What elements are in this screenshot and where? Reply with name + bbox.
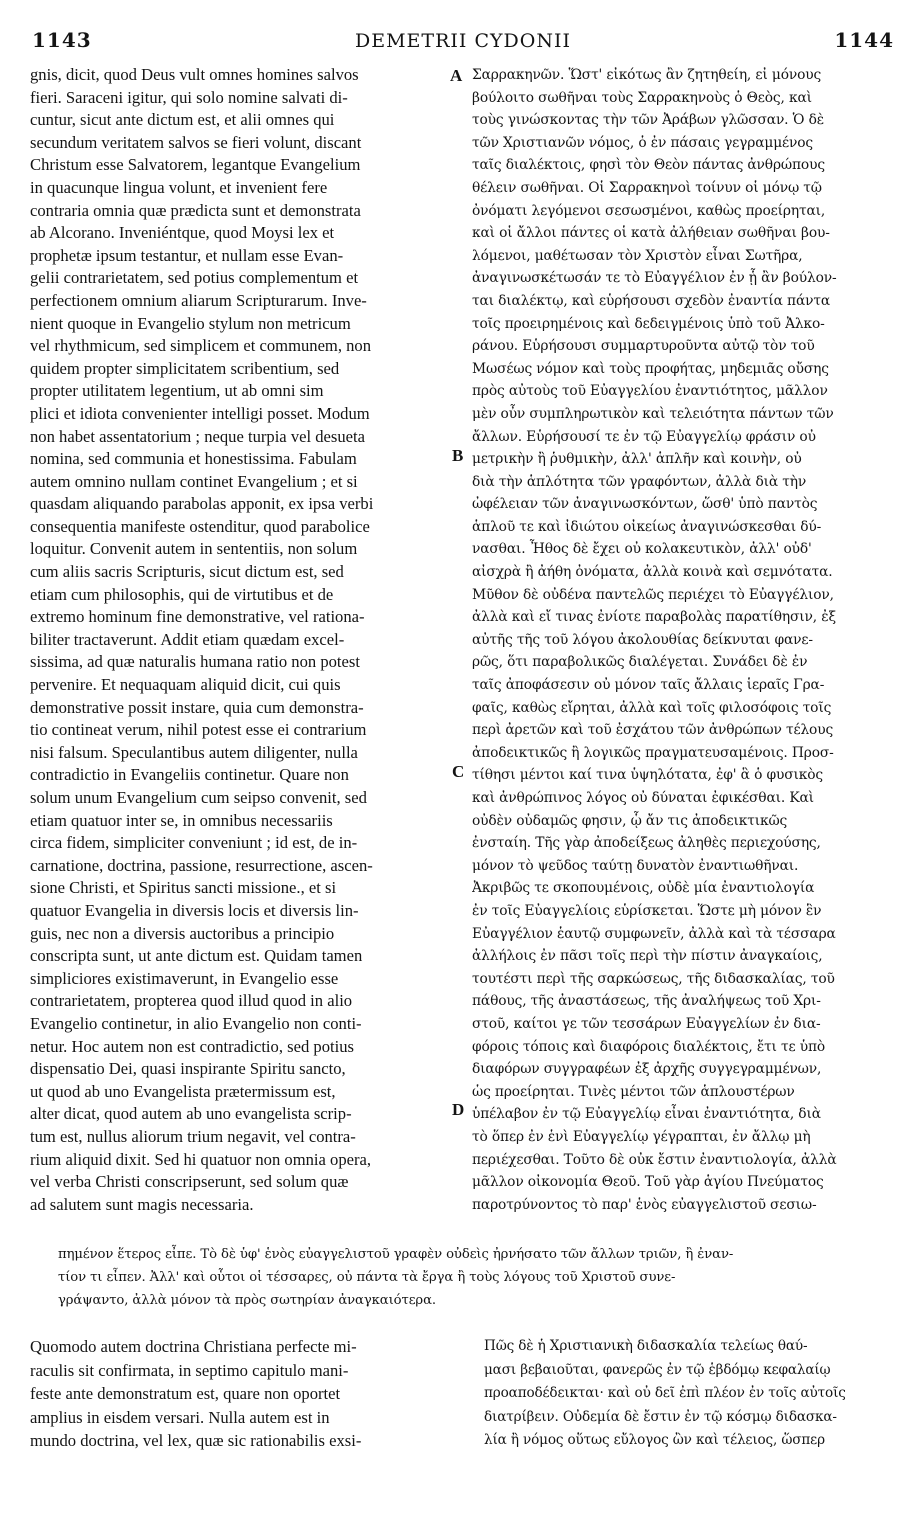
greek-column <box>472 64 892 1216</box>
greek-line: Ἀκριβῶς τε σκοπουμένοις, οὐδὲ μία ἐναντιολογία <box>472 880 815 897</box>
latin-line: conscripta sunt, ut ante dictum est. Quidam tamen <box>30 946 363 966</box>
greek-line: λόμενοι, μαθέτωσαν τὸν Χριστὸν εἶναι Σωτῆρα, <box>472 247 803 264</box>
latin-line: quidem propter simplicitatem scribentium, sed <box>30 358 340 378</box>
greek-line: ὀνόματι λεγόμενοι σεσωσμένοι, καθὼς προείρηται, <box>472 202 826 219</box>
greek-line: ἀποδεικτικῶς ἢ λογικῶς πραγματευσαμένοις. Προσ- <box>472 744 834 761</box>
latin-line: etiam cum philosophis, qui de virtutibus et de <box>30 584 334 604</box>
latin-next-section <box>30 1335 460 1453</box>
latin-line: tum est, nullus aliorum trium negavit, vel contra- <box>30 1126 356 1146</box>
greek-line: τοῖς προειρημένοις καὶ δεδειγμένοις ὑπὸ τοῦ Ἀλκο- <box>472 315 825 332</box>
greek-line: αὐτῆς τῆς τοῦ λόγου ἀκολουθίας δείκνυται φανε- <box>472 631 813 648</box>
greek-line: ταῖς διαλέκτοις, φησὶ τὸν Θεὸν πάντας ἀνθρώπους <box>472 157 825 174</box>
greek-line: ὡς προείρηται. Τινὲς μέντοι τῶν ἁπλουστέρων <box>472 1083 795 1100</box>
greek-line: μᾶλλον οἰκονομία Θεοῦ. Τοῦ γὰρ ἁγίου Πνεύματος <box>472 1174 824 1191</box>
latin-line: ad salutem sunt magis necessaria. <box>30 1194 254 1214</box>
greek-line: φαῖς, καθὼς εἴρηται, ἀλλὰ καὶ τοῖς φιλοσόφοις τοῖς <box>472 699 832 716</box>
latin-line: sione Christi, et Spiritus sancti missione., et si <box>30 878 337 898</box>
latin-line: contradictio in Evangeliis continetur. Quare non <box>30 765 349 785</box>
latin-line: plici et idiota convenienter intelligi posset. Modum <box>30 403 370 423</box>
latin-line: dispensatio Dei, quasi inspirante Spiritu sancto, <box>30 1059 346 1079</box>
latin-line: quatuor Evangelia in diversis locis et diversis lin- <box>30 900 359 920</box>
greek-line: καὶ ἀνθρώπινος λόγος οὐ δύναται ἐφικέσθαι. Καὶ <box>472 790 814 806</box>
running-title: DEMETRII CYDONII <box>355 30 571 52</box>
latin-line: Evangelio continetur, in alio Evangelio non conti- <box>30 1013 362 1033</box>
latin-line: cuntur, sicut ante dictum est, et alii omnes qui <box>30 110 335 130</box>
latin-line: demonstrative possit instare, quia cum demonstra- <box>30 697 364 717</box>
greek-line: τὸ ὅπερ ἐν ἑνὶ Εὐαγγελίῳ γέγραπται, ἐν ἄλλῳ μὴ <box>472 1128 811 1145</box>
greek-line: ταῖς ἀποφάσεσιν οὐ μόνον ταῖς ἄλλαις ἱεραῖς Γρα- <box>472 677 825 694</box>
latin-line: propter utilitatem legentium, ut ab omni sim <box>30 381 324 401</box>
greek-line: ἐν τοῖς Εὐαγγελίοις εὑρίσκεται. Ὥστε μὴ μόνον ἓν <box>472 902 822 919</box>
greek-line: πρὸς αὐτοὺς τοῦ Εὐαγγελίου ἐναντιότητος, μᾶλλον <box>472 383 828 400</box>
greek-line: λία ἢ νόμος οὕτως εὔλογος ὢν καὶ τέλειος, ὥσπερ <box>484 1432 825 1448</box>
greek-line: Μωσέως νόμον καὶ τοὺς προφήτας, μηδεμιᾶς οὔσης <box>472 360 829 377</box>
greek-line: ἀλλὰ καὶ εἴ τινας ἐνίοτε παραβολὰς παρατίθησιν, ἐξ <box>472 609 836 626</box>
greek-line: ράνου. Εὑρήσουσι συμμαρτυροῦντα αὐτῷ τὸν τοῦ <box>472 338 815 355</box>
greek-line: Πῶς δὲ ἡ Χριστιανικὴ διδασκαλία τελείως θαύ- <box>484 1338 808 1354</box>
greek-line: Εὐαγγέλιον ἑαυτῷ συμφωνεῖν, ἀλλὰ καὶ τὰ τέσσαρα <box>472 925 836 942</box>
latin-line: gelii contrarietatem, sed potius complementum et <box>30 268 359 288</box>
greek-line: Μῦθον δὲ οὐδένα παντελῶς περιέχει τὸ Εὐαγγέλιον, <box>472 586 834 603</box>
greek-line: θέλειν σωθῆναι. Οἱ Σαρρακηνοὶ τοίνυν οἱ μόνῳ τῷ <box>472 179 822 196</box>
latin-line: autem omnino nullam continet Evangelium ; et si <box>30 471 358 491</box>
greek-line: Σαρρακηνῶν. Ὥστ' εἰκότως ἂν ζητηθείη, εἰ μόνους <box>472 67 822 83</box>
latin-column <box>30 64 450 1216</box>
latin-line: mundo doctrina, vel lex, quæ sic rationabilis exsi- <box>30 1431 362 1450</box>
greek-line: ὠφέλειαν τῶν ἀναγινωσκόντων, ὥσθ' ὑπὸ παντὸς <box>472 496 818 513</box>
latin-line: guis, nec non a diversis auctoribus a principio <box>30 923 335 943</box>
latin-line: etiam quatuor inter se, in omnibus necessariis <box>30 810 333 830</box>
span-line: γράψαντο, ἀλλὰ μόνον τὰ πρὸς σωτηρίαν ἀναγκαιότερα. <box>58 1293 436 1308</box>
greek-line: περὶ ἀρετῶν καὶ τοῦ ἐσχάτου τῶν ἀνθρώπων τέλους <box>472 722 834 739</box>
latin-line: tio contineat verum, nihil potest esse ei contrarium <box>30 720 367 740</box>
greek-line: ὑπέλαβον ἐν τῷ Εὐαγγελίῳ εἶναι ἐναντιότητα, διὰ <box>472 1106 821 1123</box>
latin-line: alter dicat, quod autem ab uno evangelista scrip- <box>30 1104 352 1124</box>
latin-line: non habet assentatorium ; neque turpia vel desueta <box>30 426 365 446</box>
greek-line: τουτέστι περὶ τῆς σαρκώσεως, τῆς διδασκαλίας, τοῦ <box>472 970 835 987</box>
latin-line: ut quod ab uno Evangelista prætermissum est, <box>30 1081 336 1101</box>
greek-line: προαποδέδεικται· καὶ οὐ δεῖ ἐπὶ πλέον ἐν τοῖς αὐτοῖς <box>484 1385 846 1401</box>
greek-line: τοὺς γινώσκοντας τὴν τῶν Ἀράβων γλῶσσαν. Ὁ δὲ <box>472 112 825 129</box>
greek-line: μετρικὴν ἢ ῥυθμικὴν, ἀλλ' ἁπλῆν καὶ κοινὴν, οὐ <box>472 451 802 468</box>
greek-line: νασθαι. Ἦθος δὲ ἔχει οὐ κολακευτικὸν, ἀλλ' οὐδ' <box>472 541 812 558</box>
latin-line: netur. Hoc autem non est contradictio, sed potius <box>30 1036 354 1056</box>
greek-line: πάθους, τῆς ἀναστάσεως, τῆς ἀναλήψεως τοῦ Χρι- <box>472 993 821 1010</box>
latin-line: circa fidem, simpliciter conveniunt ; id est, de in- <box>30 833 358 853</box>
section-marker-a: A <box>450 66 463 85</box>
greek-line: οὐδὲν οὐδαμῶς φησιν, ᾧ ἄν τις ἀποδεικτικῶς <box>472 812 788 829</box>
greek-line: τῶν Χριστιανῶν νόμος, ὁ ἐν πάσαις γεγραμμένος <box>472 134 813 151</box>
greek-line: αἰσχρὰ ἢ ἀήθη ὀνόματα, ἀλλὰ κοινὰ καὶ σεμνότατα. <box>472 564 833 581</box>
greek-line: φόροις τόποις καὶ διαφόροις διαλέκτοις, ἔτι τε ὑπὸ <box>472 1038 826 1055</box>
greek-line: διὰ τὴν ἁπλότητα τῶν γραφόντων, ἀλλὰ διὰ τὴν <box>472 473 807 490</box>
greek-line: καὶ οἱ ἄλλοι πάντες οἱ κατὰ ἀλήθειαν σωθῆναι βου- <box>472 225 830 242</box>
latin-line: sissima, ad quæ naturalis humana ratio non potest <box>30 652 360 672</box>
greek-line: διατρίβειν. Οὐδεμία δὲ ἔστιν ἐν τῷ κόσμῳ διδασκα- <box>484 1408 837 1425</box>
greek-line: διαφόρων συγγραφέων ἐξ ἀρχῆς συγγεγραμμένων, <box>472 1061 822 1078</box>
latin-line: fieri. Saraceni igitur, qui solo nomine salvati di- <box>30 87 348 107</box>
latin-line: carnatione, doctrina, passione, resurrectione, ascen- <box>30 855 373 875</box>
latin-line: nomina, sed communia et honestissima. Fabulam <box>30 449 357 469</box>
latin-line: raculis sit confirmata, in septimo capitulo mani- <box>30 1360 349 1380</box>
page-number-left: 1143 <box>32 28 92 52</box>
latin-line: perfectionem omnium aliarum Scripturarum. Inve- <box>30 290 367 310</box>
greek-line: ἄλλων. Εὑρήσουσί τε ἐν τῷ Εὐαγγελίῳ φράσιν οὐ <box>472 428 816 445</box>
greek-line: παροτρύνοντος τὸ παρ' ἑνὸς εὐαγγελιστοῦ σεσιω- <box>472 1196 817 1213</box>
latin-line: pervenire. Et nequaquam aliquid dicit, cui quis <box>30 675 341 695</box>
latin-line: rium aliquid dixit. Sed hi quatuor non omnia opera, <box>30 1149 372 1169</box>
greek-line: μὲν οὖν συμπληρωτικὸν καὶ τελειότητα πάντων τῶν <box>472 405 834 422</box>
latin-line: Christum esse Salvatorem, legantque Evangelium <box>30 155 361 175</box>
greek-line: τίθησι μέντοι καί τινα ὑψηλότατα, ἐφ' ἃ ὁ φυσικὸς <box>472 767 823 784</box>
latin-line: nient quoque in Evangelio stylum non metricum <box>30 313 351 333</box>
latin-line: vel verba Christi conscripserunt, sed solum quæ <box>30 1172 349 1192</box>
greek-line: μασι βεβαιοῦται, φανερῶς ἐν τῷ ἑβδόμῳ κεφαλαίῳ <box>484 1361 831 1378</box>
latin-line: quasdam aliquando parabolas apponit, ex ipsa verbi <box>30 494 374 514</box>
greek-line: ἀλλήλοις ἐν πᾶσι τοῖς περὶ τὴν πίστιν ἀναγκαίοις, <box>472 948 823 965</box>
latin-line: nisi falsum. Speculantibus autem diligenter, nulla <box>30 742 358 762</box>
greek-line: ἁπλοῦ τε καὶ ἰδιώτου οἰκείως ἀναγινώσκεσθαι δύ- <box>472 518 822 535</box>
latin-line: prophetæ ipsum testantur, et nullam esse Evan- <box>30 245 344 265</box>
latin-line: extremo hominum fine demonstrative, vel rationa- <box>30 607 365 627</box>
greek-line: ται διαλέκτῳ, καὶ εὑρήσουσι σχεδὸν ἐναντία πάντα <box>472 292 830 309</box>
latin-line: Quomodo autem doctrina Christiana perfecte mi- <box>30 1337 357 1356</box>
latin-line: secundum veritatem salvos se fieri volunt, discant <box>30 132 362 152</box>
latin-line: feste ante demonstratum est, quare non oportet <box>30 1384 341 1403</box>
section-marker-c: C <box>452 762 465 781</box>
greek-line: βούλοιτο σωθῆναι τοὺς Σαρρακηνοὺς ὁ Θεὸς, καὶ <box>472 89 812 106</box>
greek-line: μόνον τὸ ψεῦδος ταύτῃ δυνατὸν ἐναντιωθῆναι. <box>472 857 799 874</box>
greek-line: περιέχεσθαι. Τοῦτο δὲ οὐκ ἔστιν ἐναντιολογία, ἀλλὰ <box>472 1151 837 1168</box>
span-line: τίον τι εἶπεν. Ἀλλ' καὶ οὗτοι οἱ τέσσαρες, οὐ πάντα τὰ ἔργα ἢ τοὺς λόγους τοῦ Χριστοῦ συνε- <box>58 1270 676 1285</box>
latin-line: contraria omnia quæ prædicta sunt et demonstrata <box>30 200 361 220</box>
greek-line: στοῦ, καίτοι γε τῶν τεσσάρων Εὐαγγελίων ἐν δια- <box>472 1015 821 1032</box>
latin-line: solum unum Evangelium cum seipso convenit, sed <box>30 788 367 807</box>
greek-full-width-continuation <box>58 1243 888 1312</box>
span-line: πημένον ἕτερος εἶπε. Τὸ δὲ ὑφ' ἑνὸς εὐαγγελιστοῦ γραφὲν οὐδεὶς ἠρνήσατο τῶν ἄλλων τριῶν, ἢ ἐναν- <box>58 1247 734 1262</box>
greek-next-section <box>484 1335 894 1453</box>
greek-line: ρῶς, ὅτι παραβολικῶς διαλέγεται. Συνάδει δὲ ἐν <box>472 654 808 671</box>
latin-line: simpliciores existimaverunt, in Evangelio esse <box>30 968 339 988</box>
latin-line: loquitur. Convenit autem in sententiis, non solum <box>30 539 358 559</box>
section-marker-b: B <box>452 446 464 465</box>
section-marker-d: D <box>452 1100 465 1119</box>
latin-line: amplius in eisdem versari. Nulla autem est in <box>30 1407 330 1427</box>
latin-line: ab Alcorano. Inveniéntque, quod Moysi lex et <box>30 223 335 243</box>
running-header <box>32 28 894 62</box>
latin-line: cum aliis sacris Scripturis, sicut dictum est, sed <box>30 562 344 582</box>
latin-line: in quacunque lingua volunt, et invenient fere <box>30 177 328 197</box>
latin-line: contrarietatem, propterea quod illud quod in alio <box>30 991 353 1011</box>
latin-line: biliter tractaverunt. Addit etiam quædam excel- <box>30 629 345 649</box>
latin-line: consequentia manifeste ostenditur, quod parabolice <box>30 516 370 536</box>
latin-line: vel rhythmicum, sed simplicem et communem, non <box>30 336 372 356</box>
greek-line: ἀναγινωσκέτωσάν τε τὸ Εὐαγγέλιον ἐν ᾗ ἂν βούλον- <box>472 270 837 287</box>
page-number-right: 1144 <box>834 28 894 52</box>
latin-line: gnis, dicit, quod Deus vult omnes homines salvos <box>30 65 359 84</box>
greek-line: ἐνσταίη. Τῆς γὰρ ἀποδείξεως ἀληθὲς περιεχούσης, <box>472 835 821 852</box>
